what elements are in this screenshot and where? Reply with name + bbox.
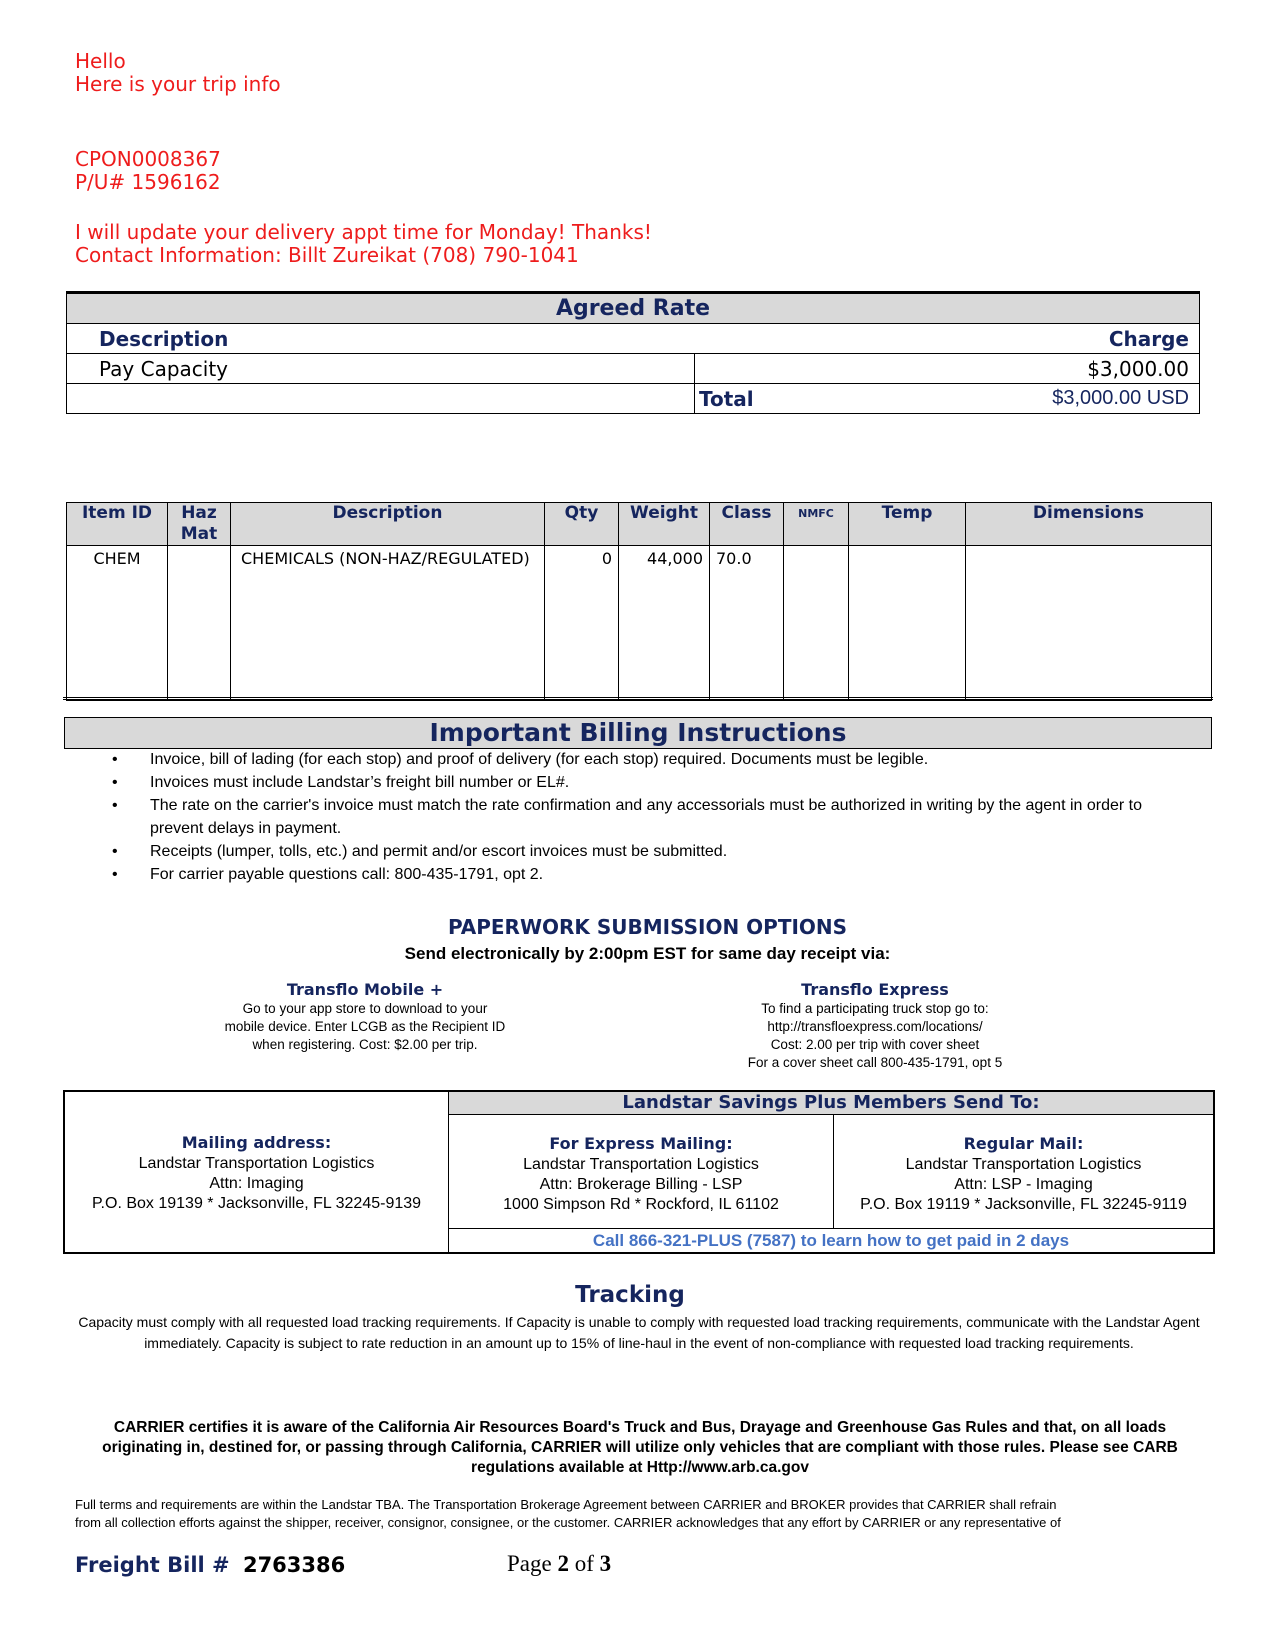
cell-weight: 44,000 xyxy=(619,546,710,701)
tracking-text: Capacity must comply with all requested load tracking requirements. If Capacity is unable to comply with requested load tracking requirements, communicate with the Landstar Agent immediately. Capacity is subject to rate reduction in an amount up to 15% of line-haul in the event of non-compliance with requested load tracking requirements. xyxy=(78,1314,1200,1351)
cell-nmfc xyxy=(784,546,849,701)
regular-mail-label: Regular Mail: xyxy=(963,1134,1084,1153)
cell-qty: 0 xyxy=(545,546,619,701)
page-total: 3 xyxy=(599,1551,612,1576)
express-mail-label: For Express Mailing: xyxy=(549,1134,733,1153)
tracking-title: Tracking xyxy=(575,1282,685,1308)
rate-charge: $3,000.00 xyxy=(695,354,1200,384)
list-item: • Receipts (lumper, tolls, etc.) and permit and/or escort invoices must be submitted. xyxy=(112,843,728,860)
rate-description: Pay Capacity xyxy=(67,354,695,384)
express-line: To find a participating truck stop go to: xyxy=(761,1001,989,1016)
mobile-line: mobile device. Enter LCGB as the Recipient ID xyxy=(224,1019,506,1034)
intro-line: Here is your trip info xyxy=(75,72,281,96)
carb-notice: CARRIER certifies it is aware of the California Air Resources Board's Truck and Bus, Drayage and Greenhouse Gas Rules and that, on all loads originating in, destined for, or passing through California, CARRIER will utilize only vehicles that are compliant with those rules. Please see CARB regulations available at Http://www.arb.ca.gov xyxy=(102,1419,1178,1476)
paid-in-2-days-call: Call 866-321-PLUS (7587) to learn how to get paid in 2 days xyxy=(592,1231,1070,1250)
transflo-mobile-title: Transflo Mobile + xyxy=(286,980,444,999)
mobile-line: Go to your app store to download to your xyxy=(242,1001,488,1016)
col-qty: Qty xyxy=(545,503,619,546)
col-item-id: Item ID xyxy=(67,503,168,546)
col-description: Description xyxy=(231,503,545,546)
page-indicator xyxy=(507,1551,611,1577)
cell-class: 70.0 xyxy=(710,546,784,701)
freight-bill-number: 2763386 xyxy=(242,1553,346,1577)
express-line: Cost: 2.00 per trip with cover sheet xyxy=(770,1037,980,1052)
cell-dimensions xyxy=(966,546,1212,701)
mailing-box xyxy=(63,1090,1215,1254)
list-item: • For carrier payable questions call: 800-435-1791, opt 2. xyxy=(112,866,544,883)
col-temp: Temp xyxy=(849,503,966,546)
express-line: http://transfloexpress.com/locations/ xyxy=(767,1019,983,1034)
transflo-express-title: Transflo Express xyxy=(801,980,949,999)
mailing-line: Attn: Imaging xyxy=(209,1175,304,1192)
terms-line: from all collection efforts against the shipper, receiver, consignor, consignee, or the customer. CARRIER acknowledges that any effort by CARRIER or any representative of xyxy=(75,1515,1061,1530)
table-row xyxy=(67,546,1212,701)
agreed-rate-table xyxy=(66,291,1200,414)
total-label: Total xyxy=(699,386,754,411)
total-value: $3,000.00 USD xyxy=(1052,386,1189,409)
cell-haz-mat xyxy=(168,546,231,701)
cell-item-id: CHEM xyxy=(67,546,168,701)
express-line: For a cover sheet call 800-435-1791, opt 5 xyxy=(747,1055,1003,1070)
terms-line: Full terms and requirements are within the Landstar TBA. The Transportation Brokerage Agreement between CARRIER and BROKER provides that CARRIER shall refrain xyxy=(75,1497,1057,1512)
express-mail-line: Landstar Transportation Logistics xyxy=(523,1156,759,1173)
cell-temp xyxy=(849,546,966,701)
col-nmfc: NMFC xyxy=(784,503,849,546)
billing-title: Important Billing Instructions xyxy=(64,717,1212,749)
express-mail-line: Attn: Brokerage Billing - LSP xyxy=(539,1176,743,1193)
freight-bill xyxy=(75,1553,345,1577)
page-prefix: Page xyxy=(507,1551,552,1576)
regular-mail-line: Attn: LSP - Imaging xyxy=(954,1176,1093,1193)
page-of: of xyxy=(574,1551,594,1576)
agreed-rate-title: Agreed Rate xyxy=(67,293,1200,324)
greeting: Hello xyxy=(75,49,126,73)
pickup-number: P/U# 1596162 xyxy=(75,170,221,194)
transflo-mobile xyxy=(180,980,550,1054)
mailing-label: Mailing address: xyxy=(181,1133,332,1152)
col-haz-mat: Haz Mat xyxy=(168,503,231,546)
mobile-line: when registering. Cost: $2.00 per trip. xyxy=(252,1037,478,1052)
col-dimensions: Dimensions xyxy=(966,503,1212,546)
col-class: Class xyxy=(710,503,784,546)
savings-header: Landstar Savings Plus Members Send To: xyxy=(449,1092,1213,1115)
billing-list xyxy=(112,748,1182,886)
transflo-express xyxy=(700,980,1050,1072)
paperwork-title: PAPERWORK SUBMISSION OPTIONS xyxy=(447,915,848,939)
mailing-line: Landstar Transportation Logistics xyxy=(138,1155,375,1172)
contact-info: Contact Information: Billt Zureikat (708) 790-1041 xyxy=(75,243,579,267)
update-note: I will update your delivery appt time for Monday! Thanks! xyxy=(75,220,652,244)
description-header: Description xyxy=(99,326,229,351)
items-table xyxy=(66,502,1212,701)
express-mail-line: 1000 Simpson Rd * Rockford, IL 61102 xyxy=(503,1196,779,1213)
list-item: • The rate on the carrier's invoice must match the rate confirmation and any accessorials must be authorized in writing by the agent in order to prevent delays in payment. xyxy=(112,797,1142,837)
freight-bill-label: Freight Bill # xyxy=(75,1553,230,1577)
regular-mail-line: Landstar Transportation Logistics xyxy=(905,1156,1142,1173)
cpon-number: CPON0008367 xyxy=(75,147,221,171)
regular-mail-line: P.O. Box 19119 * Jacksonville, FL 32245-9119 xyxy=(860,1196,1187,1213)
col-weight: Weight xyxy=(619,503,710,546)
page-number: 2 xyxy=(557,1551,569,1576)
mailing-line: P.O. Box 19139 * Jacksonville, FL 32245-9139 xyxy=(91,1195,422,1212)
cell-description: CHEMICALS (NON-HAZ/REGULATED) xyxy=(231,546,545,701)
table-divider xyxy=(63,697,1213,700)
paperwork-subtitle: Send electronically by 2:00pm EST for same day receipt via: xyxy=(404,944,891,963)
charge-header: Charge xyxy=(1108,326,1189,351)
list-item: • Invoice, bill of lading (for each stop) and proof of delivery (for each stop) required. Documents must be legible. xyxy=(112,751,929,768)
list-item: • Invoices must include Landstar’s freight bill number or EL#. xyxy=(112,774,570,791)
